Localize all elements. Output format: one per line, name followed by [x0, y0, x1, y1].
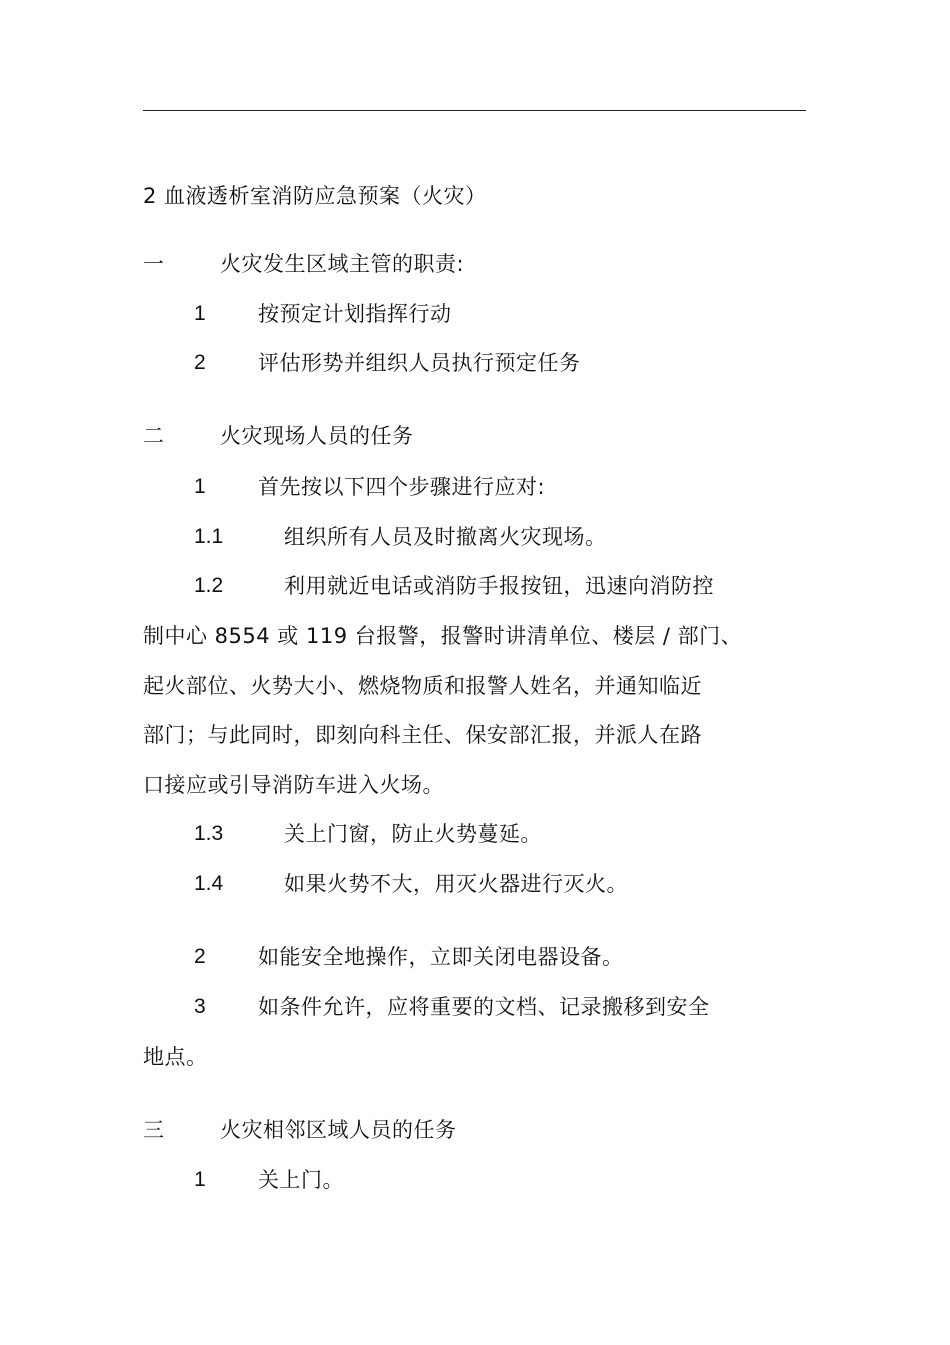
section-heading: 火灾相邻区域人员的任务 [220, 1118, 457, 1142]
header-rule [143, 110, 806, 111]
item-text: 如果火势不大，用灭火器进行灭火。 [284, 872, 628, 896]
paragraph-line: 口接应或引导消防车进入火场。 [143, 773, 444, 797]
section-heading: 火灾现场人员的任务 [220, 424, 414, 448]
item-number: 1 [194, 302, 206, 325]
item-number: 1.3 [194, 822, 224, 845]
item-number: 1 [194, 1168, 206, 1191]
item-text: 关上门窗，防止火势蔓延。 [284, 822, 542, 846]
paragraph-line: 部门；与此同时，即刻向科主任、保安部汇报，并派人在路 [143, 723, 702, 747]
item-text: 按预定计划指挥行动 [258, 302, 452, 326]
section-number: 三 [143, 1118, 165, 1142]
paragraph-line: 起火部位、火势大小、燃烧物质和报警人姓名，并通知临近 [143, 674, 702, 698]
section-number: 二 [143, 424, 165, 448]
item-number: 2 [194, 945, 206, 968]
item-number: 1.2 [194, 574, 224, 597]
item-number: 1.1 [194, 525, 224, 548]
section-number: 一 [143, 252, 165, 276]
item-text: 关上门。 [258, 1168, 344, 1192]
item-text: 评估形势并组织人员执行预定任务 [258, 351, 581, 375]
item-text: 如条件允许，应将重要的文档、记录搬移到安全 [258, 995, 710, 1019]
item-number: 1 [194, 475, 206, 498]
item-number: 2 [194, 351, 206, 374]
document-title: 2 血液透析室消防应急预案（火灾） [143, 184, 487, 208]
item-text: 如能安全地操作，立即关闭电器设备。 [258, 945, 624, 969]
item-text: 首先按以下四个步骤进行应对: [258, 475, 546, 499]
item-number: 1.4 [194, 872, 224, 895]
item-text: 组织所有人员及时撤离火灾现场。 [284, 525, 607, 549]
section-heading: 火灾发生区域主管的职责: [220, 252, 465, 276]
item-text: 利用就近电话或消防手报按钮，迅速向消防控 [284, 574, 714, 598]
paragraph-line: 地点。 [143, 1045, 208, 1069]
item-number: 3 [194, 995, 206, 1018]
paragraph-line: 制中心 8554 或 119 台报警，报警时讲清单位、楼层 / 部门、 [143, 624, 743, 648]
